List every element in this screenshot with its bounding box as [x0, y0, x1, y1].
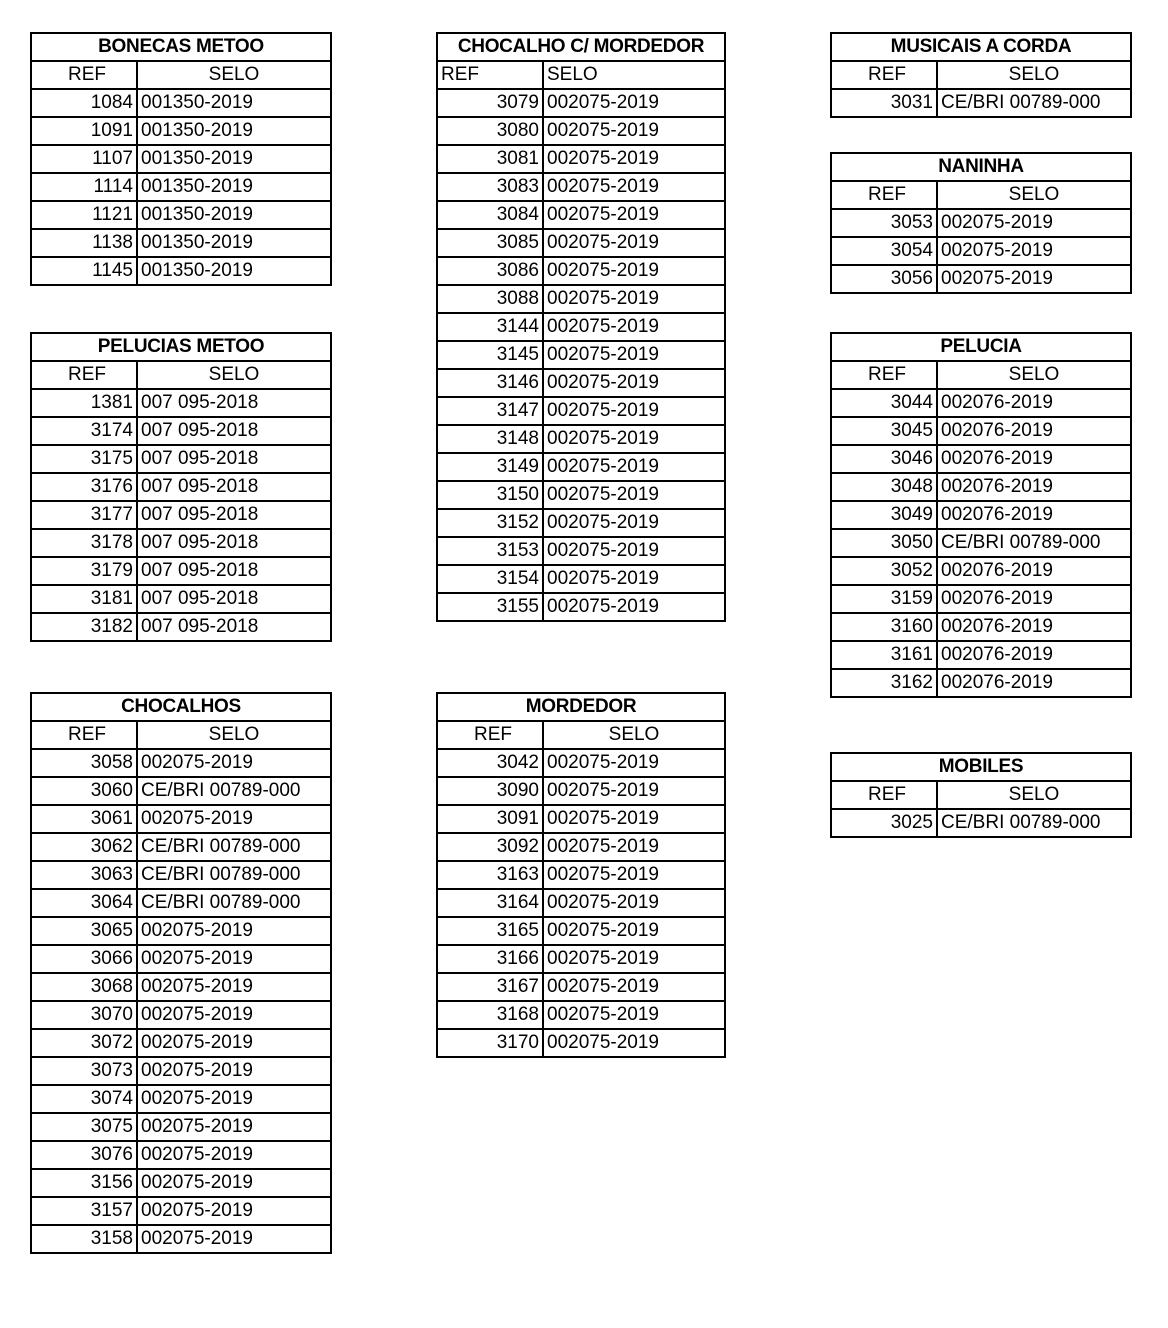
column-header-selo: SELO	[137, 61, 331, 89]
ref-cell: 3042	[437, 749, 543, 777]
table-row	[31, 973, 331, 1001]
selo-cell: 002075-2019	[137, 945, 331, 973]
column-header-ref: REF	[831, 361, 937, 389]
column-header-ref: REF	[31, 721, 137, 749]
selo-cell: 002075-2019	[937, 237, 1131, 265]
ref-cell: 3155	[437, 593, 543, 621]
selo-cell: 002075-2019	[543, 285, 725, 313]
selo-cell: 002075-2019	[543, 1001, 725, 1029]
selo-cell: 007 095-2018	[137, 557, 331, 585]
ref-cell: 3090	[437, 777, 543, 805]
ref-cell: 3044	[831, 389, 937, 417]
ref-cell: 3058	[31, 749, 137, 777]
table-title: MOBILES	[831, 753, 1131, 781]
selo-cell: 002075-2019	[137, 1141, 331, 1169]
table-title-row	[831, 33, 1131, 61]
ref-cell: 1084	[31, 89, 137, 117]
table-title-row	[831, 153, 1131, 181]
table-row	[31, 557, 331, 585]
column-header-selo: SELO	[937, 781, 1131, 809]
selo-cell: 002075-2019	[543, 89, 725, 117]
ref-cell: 3064	[31, 889, 137, 917]
selo-cell: 002076-2019	[937, 473, 1131, 501]
selo-cell: 002076-2019	[937, 613, 1131, 641]
table-row	[31, 777, 331, 805]
ref-cell: 3179	[31, 557, 137, 585]
table-row	[31, 1169, 331, 1197]
table-row	[831, 501, 1131, 529]
selo-cell: CE/BRI 00789-000	[937, 529, 1131, 557]
table-row	[437, 889, 725, 917]
ref-cell: 3147	[437, 397, 543, 425]
table-header-row	[31, 721, 331, 749]
selo-cell: 002075-2019	[137, 973, 331, 1001]
ref-cell: 3091	[437, 805, 543, 833]
ref-cell: 1114	[31, 173, 137, 201]
selo-cell: CE/BRI 00789-000	[137, 833, 331, 861]
table-header-row	[831, 361, 1131, 389]
ref-cell: 3062	[31, 833, 137, 861]
selo-cell: 001350-2019	[137, 229, 331, 257]
column-header-ref: REF	[831, 61, 937, 89]
selo-cell: 002076-2019	[937, 641, 1131, 669]
table-row	[831, 389, 1131, 417]
ref-cell: 3088	[437, 285, 543, 313]
table-row	[31, 1029, 331, 1057]
ref-cell: 3164	[437, 889, 543, 917]
table-row	[437, 425, 725, 453]
selo-cell: 002075-2019	[137, 1029, 331, 1057]
table-row	[831, 209, 1131, 237]
selo-cell: CE/BRI 00789-000	[137, 777, 331, 805]
table-row	[31, 1057, 331, 1085]
selo-cell: 002075-2019	[543, 201, 725, 229]
selo-cell: 002075-2019	[137, 1113, 331, 1141]
selo-cell: 002075-2019	[543, 749, 725, 777]
table-chocalhos	[30, 692, 332, 1254]
selo-cell: CE/BRI 00789-000	[937, 89, 1131, 117]
selo-cell: 002076-2019	[937, 445, 1131, 473]
selo-cell: 002075-2019	[543, 805, 725, 833]
column-header-ref: REF	[437, 61, 543, 89]
selo-cell: 002075-2019	[137, 1001, 331, 1029]
table-row	[437, 117, 725, 145]
table-row	[831, 89, 1131, 117]
ref-cell: 1145	[31, 257, 137, 285]
ref-cell: 1091	[31, 117, 137, 145]
table-row	[31, 1085, 331, 1113]
ref-cell: 3063	[31, 861, 137, 889]
table-title: PELUCIAS METOO	[31, 333, 331, 361]
selo-cell: 002075-2019	[137, 1225, 331, 1253]
column-header-selo: SELO	[137, 361, 331, 389]
selo-cell: 002075-2019	[543, 341, 725, 369]
table-row	[31, 529, 331, 557]
table-row	[31, 417, 331, 445]
table-row	[437, 973, 725, 1001]
table-row	[31, 1197, 331, 1225]
ref-cell: 3144	[437, 313, 543, 341]
table-mobiles	[830, 752, 1132, 838]
ref-cell: 3068	[31, 973, 137, 1001]
table-row	[437, 173, 725, 201]
table-row	[831, 237, 1131, 265]
ref-cell: 3150	[437, 481, 543, 509]
table-row	[437, 833, 725, 861]
table-musicais-a-corda	[830, 32, 1132, 118]
table-row	[831, 265, 1131, 293]
ref-cell: 3081	[437, 145, 543, 173]
selo-cell: 002076-2019	[937, 585, 1131, 613]
table-row	[437, 89, 725, 117]
selo-cell: 002076-2019	[937, 389, 1131, 417]
table-row	[31, 833, 331, 861]
table-row	[31, 501, 331, 529]
table-row	[831, 417, 1131, 445]
table-row	[31, 1141, 331, 1169]
selo-cell: 001350-2019	[137, 89, 331, 117]
table-header-row	[437, 721, 725, 749]
column-header-ref: REF	[31, 361, 137, 389]
ref-cell: 3074	[31, 1085, 137, 1113]
table-row	[31, 1113, 331, 1141]
ref-cell: 3152	[437, 509, 543, 537]
table-row	[437, 945, 725, 973]
ref-cell: 3161	[831, 641, 937, 669]
selo-cell: CE/BRI 00789-000	[137, 889, 331, 917]
selo-cell: 002075-2019	[543, 777, 725, 805]
column-header-ref: REF	[831, 181, 937, 209]
selo-cell: 002075-2019	[543, 229, 725, 257]
selo-cell: CE/BRI 00789-000	[937, 809, 1131, 837]
table-row	[31, 445, 331, 473]
table-row	[31, 173, 331, 201]
selo-cell: 002075-2019	[543, 861, 725, 889]
selo-cell: 001350-2019	[137, 173, 331, 201]
ref-cell: 3170	[437, 1029, 543, 1057]
ref-cell: 3025	[831, 809, 937, 837]
table-row	[31, 201, 331, 229]
ref-cell: 3070	[31, 1001, 137, 1029]
ref-cell: 3148	[437, 425, 543, 453]
ref-cell: 3046	[831, 445, 937, 473]
table-header-row	[437, 61, 725, 89]
ref-cell: 3154	[437, 565, 543, 593]
ref-cell: 3049	[831, 501, 937, 529]
ref-cell: 3076	[31, 1141, 137, 1169]
table-title-row	[831, 333, 1131, 361]
ref-cell: 3174	[31, 417, 137, 445]
table-header-row	[831, 181, 1131, 209]
table-row	[31, 145, 331, 173]
table-row	[831, 669, 1131, 697]
table-mordedor	[436, 692, 726, 1058]
ref-cell: 3177	[31, 501, 137, 529]
table-header-row	[831, 61, 1131, 89]
ref-cell: 3146	[437, 369, 543, 397]
selo-cell: 002075-2019	[543, 973, 725, 1001]
ref-cell: 3065	[31, 917, 137, 945]
selo-cell: 007 095-2018	[137, 585, 331, 613]
selo-cell: 002075-2019	[137, 749, 331, 777]
selo-cell: 002075-2019	[137, 1057, 331, 1085]
table-title: NANINHA	[831, 153, 1131, 181]
table-row	[831, 585, 1131, 613]
table-header-row	[31, 361, 331, 389]
selo-cell: 007 095-2018	[137, 389, 331, 417]
selo-cell: 002076-2019	[937, 417, 1131, 445]
ref-cell: 1138	[31, 229, 137, 257]
selo-cell: 002075-2019	[543, 369, 725, 397]
selo-cell: 002075-2019	[137, 1169, 331, 1197]
ref-cell: 3157	[31, 1197, 137, 1225]
column-header-selo: SELO	[543, 61, 725, 89]
table-row	[31, 389, 331, 417]
ref-cell: 3045	[831, 417, 937, 445]
table-title: PELUCIA	[831, 333, 1131, 361]
table-row	[31, 945, 331, 973]
table-row	[437, 341, 725, 369]
table-row	[31, 889, 331, 917]
table-row	[437, 565, 725, 593]
selo-cell: 002075-2019	[543, 509, 725, 537]
table-row	[437, 229, 725, 257]
table-row	[437, 285, 725, 313]
selo-cell: 007 095-2018	[137, 529, 331, 557]
ref-cell: 3145	[437, 341, 543, 369]
ref-cell: 3182	[31, 613, 137, 641]
table-row	[437, 257, 725, 285]
table-row	[437, 805, 725, 833]
selo-cell: 002076-2019	[937, 557, 1131, 585]
ref-cell: 3048	[831, 473, 937, 501]
ref-cell: 3053	[831, 209, 937, 237]
table-row	[437, 481, 725, 509]
table-row	[31, 613, 331, 641]
selo-cell: 001350-2019	[137, 201, 331, 229]
table-row	[437, 917, 725, 945]
column-header-ref: REF	[437, 721, 543, 749]
table-row	[31, 89, 331, 117]
selo-cell: 002075-2019	[543, 917, 725, 945]
table-row	[831, 445, 1131, 473]
ref-cell: 3162	[831, 669, 937, 697]
ref-cell: 3156	[31, 1169, 137, 1197]
table-row	[31, 257, 331, 285]
selo-cell: 007 095-2018	[137, 445, 331, 473]
selo-cell: 002075-2019	[543, 593, 725, 621]
ref-cell: 3178	[31, 529, 137, 557]
ref-cell: 3149	[437, 453, 543, 481]
table-row	[437, 145, 725, 173]
column-header-selo: SELO	[937, 61, 1131, 89]
table-row	[437, 749, 725, 777]
selo-cell: 002076-2019	[937, 501, 1131, 529]
selo-cell: 007 095-2018	[137, 613, 331, 641]
selo-cell: 002075-2019	[137, 1197, 331, 1225]
ref-cell: 3176	[31, 473, 137, 501]
table-bonecas-metoo	[30, 32, 332, 286]
ref-cell: 1107	[31, 145, 137, 173]
table-row	[831, 473, 1131, 501]
ref-cell: 3052	[831, 557, 937, 585]
ref-cell: 3163	[437, 861, 543, 889]
column-header-selo: SELO	[937, 361, 1131, 389]
ref-cell: 1121	[31, 201, 137, 229]
ref-cell: 3086	[437, 257, 543, 285]
selo-cell: 001350-2019	[137, 117, 331, 145]
table-row	[437, 593, 725, 621]
ref-cell: 3160	[831, 613, 937, 641]
ref-cell: 3050	[831, 529, 937, 557]
table-row	[31, 117, 331, 145]
table-row	[437, 453, 725, 481]
selo-cell: 002075-2019	[543, 1029, 725, 1057]
table-title-row	[831, 753, 1131, 781]
table-title-row	[31, 33, 331, 61]
table-naninha	[830, 152, 1132, 294]
table-row	[31, 1225, 331, 1253]
table-row	[437, 1029, 725, 1057]
table-row	[31, 473, 331, 501]
ref-cell: 3061	[31, 805, 137, 833]
table-row	[31, 585, 331, 613]
ref-cell: 3092	[437, 833, 543, 861]
ref-cell: 3072	[31, 1029, 137, 1057]
table-row	[437, 201, 725, 229]
table-row	[31, 917, 331, 945]
ref-cell: 3075	[31, 1113, 137, 1141]
selo-cell: 002075-2019	[937, 209, 1131, 237]
ref-cell: 3158	[31, 1225, 137, 1253]
selo-cell: 002075-2019	[937, 265, 1131, 293]
table-chocalho-mordedor	[436, 32, 726, 622]
table-title-row	[31, 333, 331, 361]
table-row	[31, 1001, 331, 1029]
table-title-row	[437, 33, 725, 61]
table-title: MORDEDOR	[437, 693, 725, 721]
ref-cell: 1381	[31, 389, 137, 417]
table-title-row	[31, 693, 331, 721]
table-row	[31, 805, 331, 833]
ref-cell: 3060	[31, 777, 137, 805]
selo-cell: 002075-2019	[543, 537, 725, 565]
ref-cell: 3085	[437, 229, 543, 257]
selo-cell: 002075-2019	[543, 425, 725, 453]
table-pelucia	[830, 332, 1132, 698]
ref-cell: 3054	[831, 237, 937, 265]
table-row	[437, 369, 725, 397]
table-row	[831, 613, 1131, 641]
table-row	[437, 537, 725, 565]
table-title-row	[437, 693, 725, 721]
selo-cell: 001350-2019	[137, 257, 331, 285]
ref-cell: 3073	[31, 1057, 137, 1085]
selo-cell: 007 095-2018	[137, 501, 331, 529]
ref-cell: 3166	[437, 945, 543, 973]
table-header-row	[831, 781, 1131, 809]
table-row	[437, 509, 725, 537]
selo-cell: 002075-2019	[543, 145, 725, 173]
selo-cell: 002075-2019	[543, 889, 725, 917]
ref-cell: 3083	[437, 173, 543, 201]
ref-cell: 3181	[31, 585, 137, 613]
ref-cell: 3153	[437, 537, 543, 565]
table-row	[31, 229, 331, 257]
ref-cell: 3084	[437, 201, 543, 229]
ref-cell: 3031	[831, 89, 937, 117]
selo-cell: 001350-2019	[137, 145, 331, 173]
ref-cell: 3056	[831, 265, 937, 293]
table-row	[831, 557, 1131, 585]
selo-cell: 002075-2019	[543, 453, 725, 481]
table-row	[31, 861, 331, 889]
table-row	[831, 809, 1131, 837]
selo-cell: 002075-2019	[543, 833, 725, 861]
selo-cell: 002075-2019	[543, 565, 725, 593]
selo-cell: CE/BRI 00789-000	[137, 861, 331, 889]
ref-cell: 3159	[831, 585, 937, 613]
table-row	[437, 777, 725, 805]
selo-cell: 002075-2019	[543, 313, 725, 341]
column-header-ref: REF	[831, 781, 937, 809]
selo-cell: 002075-2019	[543, 945, 725, 973]
table-header-row	[31, 61, 331, 89]
ref-cell: 3167	[437, 973, 543, 1001]
table-title: MUSICAIS A CORDA	[831, 33, 1131, 61]
table-row	[437, 861, 725, 889]
column-header-selo: SELO	[937, 181, 1131, 209]
selo-cell: 002075-2019	[543, 481, 725, 509]
selo-cell: 002075-2019	[543, 257, 725, 285]
selo-cell: 002075-2019	[137, 917, 331, 945]
column-header-ref: REF	[31, 61, 137, 89]
table-row	[437, 313, 725, 341]
selo-cell: 002075-2019	[137, 1085, 331, 1113]
table-pelucias-metoo	[30, 332, 332, 642]
column-header-selo: SELO	[137, 721, 331, 749]
selo-cell: 007 095-2018	[137, 417, 331, 445]
selo-cell: 002075-2019	[137, 805, 331, 833]
table-title: BONECAS METOO	[31, 33, 331, 61]
ref-cell: 3066	[31, 945, 137, 973]
table-row	[437, 397, 725, 425]
table-row	[831, 641, 1131, 669]
ref-cell: 3168	[437, 1001, 543, 1029]
selo-cell: 002075-2019	[543, 173, 725, 201]
table-title: CHOCALHOS	[31, 693, 331, 721]
ref-cell: 3080	[437, 117, 543, 145]
column-header-selo: SELO	[543, 721, 725, 749]
table-row	[437, 1001, 725, 1029]
selo-cell: 007 095-2018	[137, 473, 331, 501]
selo-cell: 002075-2019	[543, 397, 725, 425]
selo-cell: 002075-2019	[543, 117, 725, 145]
ref-cell: 3165	[437, 917, 543, 945]
table-row	[831, 529, 1131, 557]
table-title: CHOCALHO C/ MORDEDOR	[437, 33, 725, 61]
selo-cell: 002076-2019	[937, 669, 1131, 697]
table-row	[31, 749, 331, 777]
ref-cell: 3175	[31, 445, 137, 473]
ref-cell: 3079	[437, 89, 543, 117]
